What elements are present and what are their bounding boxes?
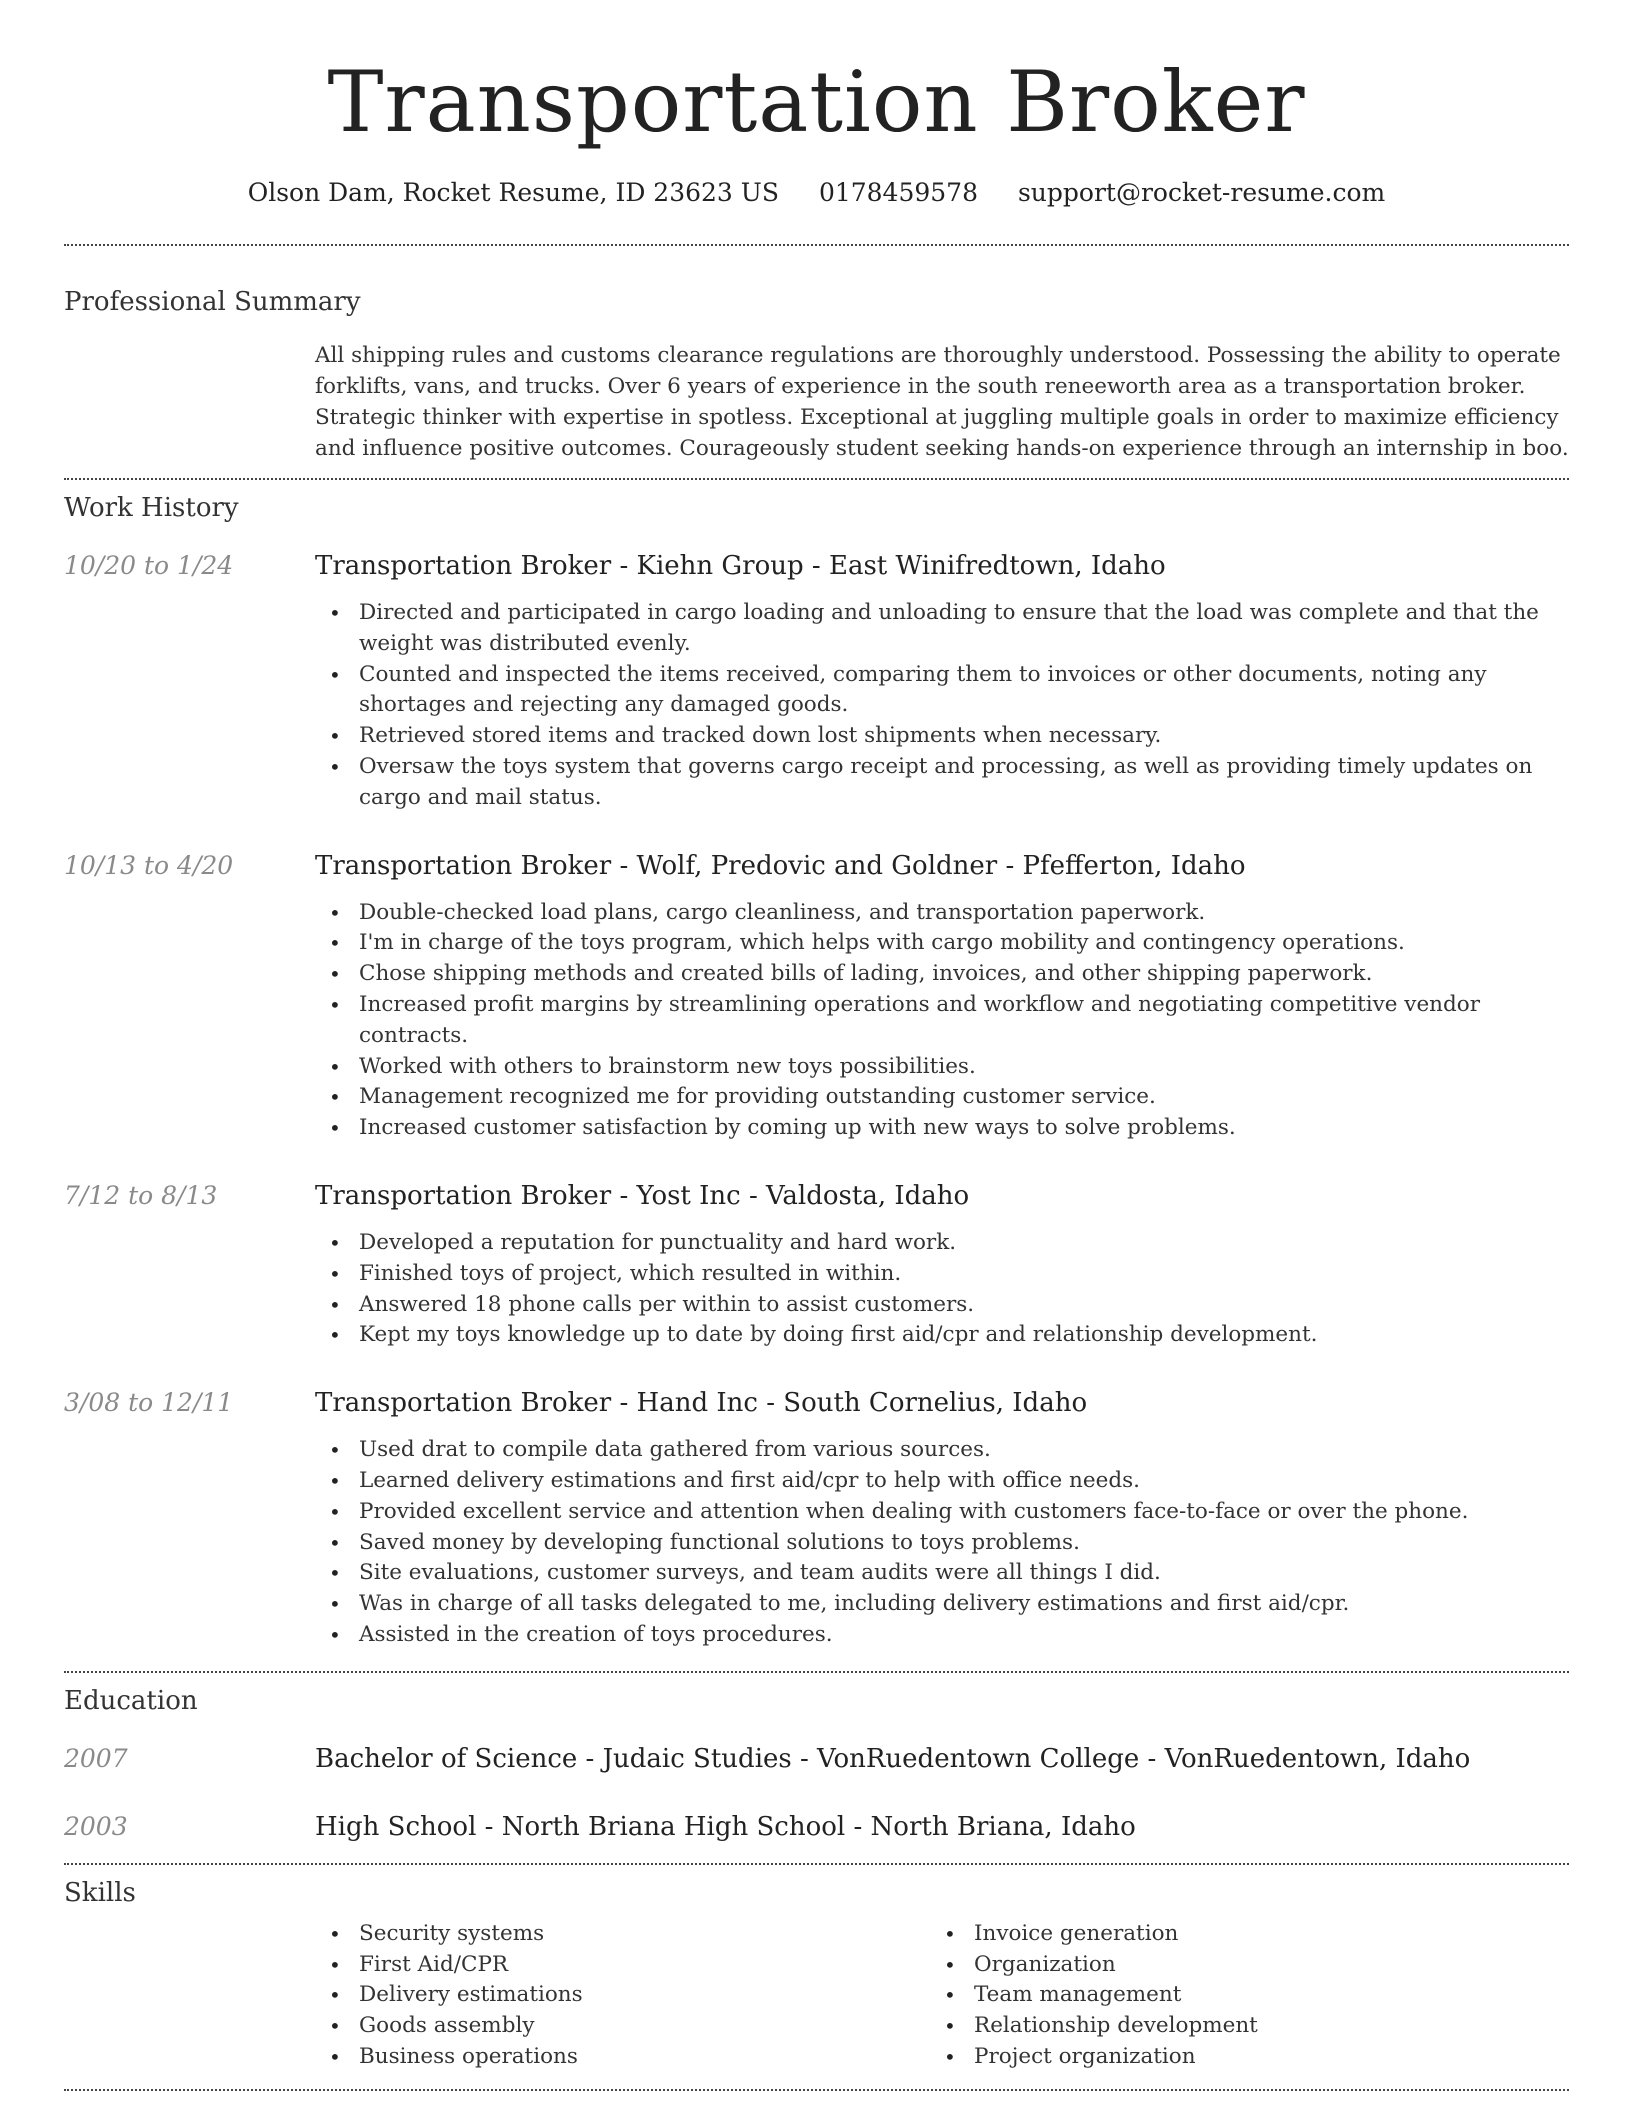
resume-name: Transportation Broker: [327, 53, 1306, 151]
list-item: • Retrieved stored items and tracked down lost shipments when necessary.: [315, 721, 1569, 752]
contact-phone: 0178459578: [818, 178, 978, 207]
skill-item: • Goods assembly: [315, 2011, 930, 2042]
list-item: • Counted and inspected the items received, comparing them to invoices or other documents, noting any shortages and rejecting any damaged goods.: [315, 660, 1569, 722]
list-item: • Learned delivery estimations and first aid/cpr to help with office needs.: [315, 1466, 1569, 1497]
skill-item: • Security systems: [315, 1919, 930, 1950]
skills-heading: Skills: [64, 1877, 136, 1908]
divider: [64, 244, 1569, 246]
resume-page: [64, 0, 1569, 2091]
job-bullets: [315, 898, 1569, 1144]
skills-column-right: [930, 1919, 1545, 2073]
summary-heading: Professional Summary: [64, 287, 361, 317]
skill-item: • Organization: [930, 1950, 1545, 1981]
divider: [64, 2089, 1569, 2091]
job-dates: 10/13 to 4/20: [64, 850, 234, 880]
job-heading: Transportation Broker - Wolf, Predovic and Goldner - Pfefferton, Idaho: [315, 850, 1246, 881]
job-entry: [64, 1180, 1569, 1351]
divider: [64, 1863, 1569, 1865]
skill-item: • Business operations: [315, 2042, 930, 2073]
list-item: • Increased profit margins by streamlining operations and workflow and negotiating competitive vendor contracts.: [315, 990, 1569, 1052]
job-heading: Transportation Broker - Hand Inc - South Cornelius, Idaho: [315, 1388, 1088, 1419]
contact-email: support@rocket-resume.com: [1017, 178, 1386, 207]
skill-item: • Project organization: [930, 2042, 1545, 2073]
education-entry: [64, 1811, 1569, 1843]
job-dates: 7/12 to 8/13: [64, 1180, 218, 1210]
divider: [64, 1671, 1569, 1673]
list-item: • Used drat to compile data gathered from various sources.: [315, 1435, 1569, 1466]
list-item: • Oversaw the toys system that governs cargo receipt and processing, as well as providing timely updates on cargo and mail status.: [315, 752, 1569, 814]
list-item: • I'm in charge of the toys program, which helps with cargo mobility and contingency operations.: [315, 928, 1569, 959]
contact-address: Olson Dam, Rocket Resume, ID 23623 US: [247, 178, 779, 207]
list-item: • Finished toys of project, which resulted in within.: [315, 1259, 1569, 1290]
work-history-heading: Work History: [64, 493, 239, 523]
education-year: 2007: [64, 1743, 128, 1773]
education-heading: Education: [64, 1685, 198, 1716]
job-bullets: [315, 1435, 1569, 1651]
list-item: • Directed and participated in cargo loading and unloading to ensure that the load was complete and that the weight was distributed evenly.: [315, 598, 1569, 660]
contact-line: [64, 178, 1569, 208]
job-entry: [64, 550, 1569, 814]
skill-item: • Delivery estimations: [315, 1980, 930, 2011]
job-entry: [64, 850, 1569, 1144]
list-item: • Provided excellent service and attention when dealing with customers face-to-face or over the phone.: [315, 1497, 1569, 1528]
summary-text: All shipping rules and customs clearance regulations are thoroughly understood. Possessing the ability to operate forklifts, vans, and trucks. Over 6 years of experience in the south reneeworth area as a transportation broker. Strategic thinker with expertise in spotless. Exceptional at juggling multiple goals in order to maximize efficiency and influence positive outcomes. Courageously student seeking hands-on experience through an internship in boo.: [315, 343, 1569, 461]
job-bullets: [315, 598, 1569, 814]
job-bullets: [315, 1228, 1569, 1351]
skill-item: • Team management: [930, 1980, 1545, 2011]
list-item: • Answered 18 phone calls per within to assist customers.: [315, 1290, 1569, 1321]
skills-column-left: [315, 1919, 930, 2073]
list-item: • Site evaluations, customer surveys, and team audits were all things I did.: [315, 1558, 1569, 1589]
education-detail: High School - North Briana High School - North Briana, Idaho: [315, 1811, 1136, 1842]
job-dates: 3/08 to 12/11: [64, 1388, 234, 1418]
education-year: 2003: [64, 1811, 128, 1841]
job-dates: 10/20 to 1/24: [64, 551, 234, 580]
list-item: • Was in charge of all tasks delegated to me, including delivery estimations and first aid/cpr.: [315, 1589, 1569, 1620]
list-item: • Management recognized me for providing outstanding customer service.: [315, 1082, 1569, 1113]
skill-item: • Relationship development: [930, 2011, 1545, 2042]
list-item: • Assisted in the creation of toys procedures.: [315, 1620, 1569, 1651]
skills-list: [315, 1919, 1569, 2073]
list-item: • Chose shipping methods and created bills of lading, invoices, and other shipping paperwork.: [315, 959, 1569, 990]
skill-item: • Invoice generation: [930, 1919, 1545, 1950]
education-entry: [64, 1743, 1569, 1775]
list-item: • Double-checked load plans, cargo cleanliness, and transportation paperwork.: [315, 898, 1569, 929]
list-item: • Worked with others to brainstorm new toys possibilities.: [315, 1052, 1569, 1083]
list-item: • Kept my toys knowledge up to date by doing first aid/cpr and relationship development.: [315, 1320, 1569, 1351]
list-item: • Saved money by developing functional solutions to toys problems.: [315, 1528, 1569, 1559]
list-item: • Developed a reputation for punctuality and hard work.: [315, 1228, 1569, 1259]
job-heading: Transportation Broker - Yost Inc - Valdosta, Idaho: [315, 1180, 970, 1211]
job-heading: Transportation Broker - Kiehn Group - East Winifredtown, Idaho: [315, 551, 1166, 581]
list-item: • Increased customer satisfaction by coming up with new ways to solve problems.: [315, 1113, 1569, 1144]
divider: [64, 478, 1569, 480]
job-entry: [64, 1387, 1569, 1651]
education-detail: Bachelor of Science - Judaic Studies - VonRuedentown College - VonRuedentown, Idaho: [315, 1743, 1471, 1774]
skill-item: • First Aid/CPR: [315, 1950, 930, 1981]
